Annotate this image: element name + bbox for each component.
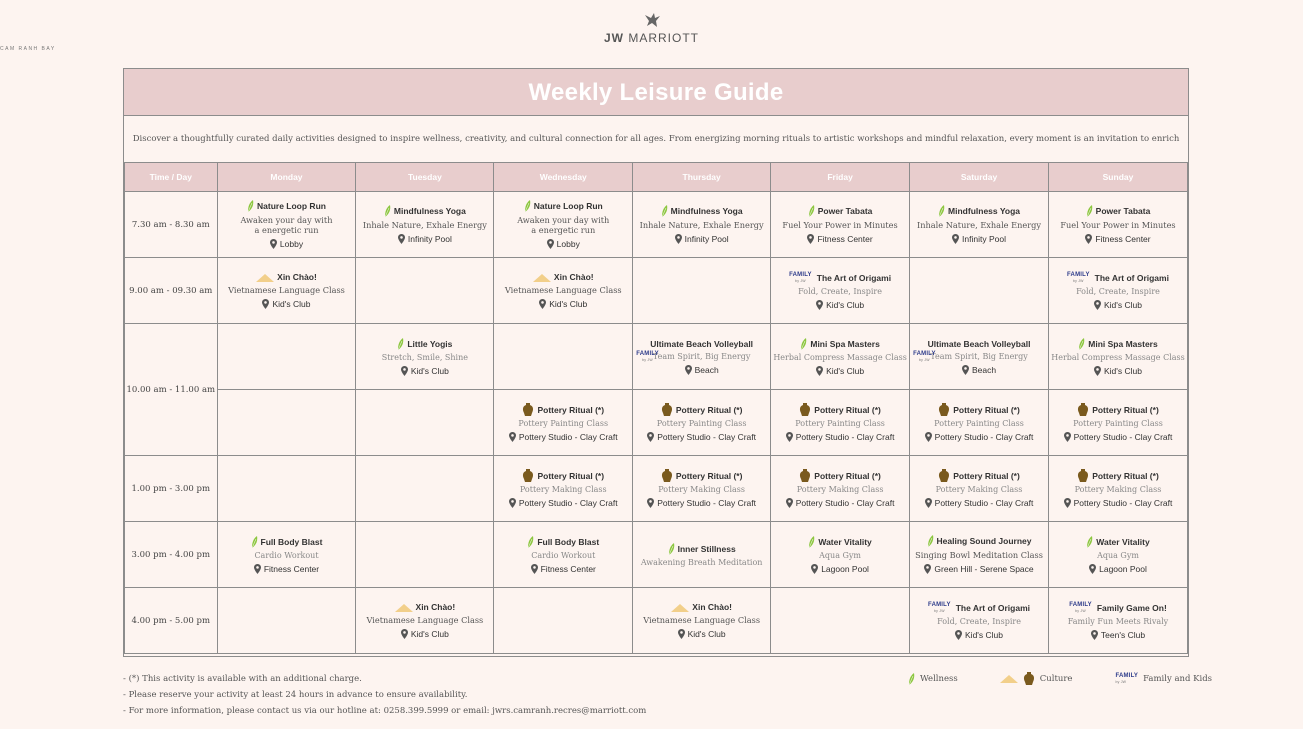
location-pin-icon — [678, 629, 685, 639]
activity — [1049, 205, 1187, 244]
activity-name: Pottery Ritual (*) — [938, 403, 1020, 416]
activity-name: Inner Stillness — [668, 543, 736, 555]
activity-location: Kid's Club — [401, 366, 449, 376]
location-pin-icon — [811, 564, 818, 574]
activity-name: Full Body Blast — [527, 536, 599, 548]
activity-cell — [356, 522, 494, 588]
activity-location: Lagoon Pool — [1089, 564, 1147, 574]
activity-cell — [910, 456, 1049, 522]
activity-description: Fold, Create, Inspire — [798, 286, 882, 296]
family-logo-icon: FAMILY by JW — [913, 350, 936, 362]
activity-cell — [356, 192, 494, 258]
activity-name: Xin Chào! — [256, 272, 317, 282]
time-slot: 4.00 pm - 5.00 pm — [125, 588, 218, 654]
activity-description: Aqua Gym — [1097, 550, 1139, 560]
activity-cell — [633, 324, 771, 390]
family-logo-icon: FAMILY by JW — [1069, 601, 1092, 613]
brand-name: JW MARRIOTT — [603, 31, 699, 45]
location-pin-icon — [509, 432, 516, 442]
activity-description: Pottery Painting Class — [656, 419, 747, 428]
location-pin-icon — [786, 432, 793, 442]
activity-cell — [633, 522, 771, 588]
header-sunday: Sunday — [1048, 163, 1187, 192]
pottery-icon — [1023, 672, 1035, 685]
activity-name: FAMILY by JW The Art of Origami — [928, 601, 1030, 613]
activity-name: Mindfulness Yoga — [661, 205, 743, 217]
location-pin-icon — [539, 299, 546, 309]
page-title: Weekly Leisure Guide — [124, 69, 1188, 116]
location-pin-icon — [1064, 498, 1071, 508]
time-slot: 7.30 am - 8.30 am — [125, 192, 218, 258]
activity-location: Lobby — [270, 239, 303, 249]
activity-name: Water Vitality — [808, 536, 871, 548]
location-pin-icon — [531, 564, 538, 574]
activity-cell — [494, 258, 633, 324]
activity-description: Awakening Breath Meditation — [640, 557, 763, 567]
pottery-icon — [799, 403, 811, 416]
location-pin-icon — [1085, 234, 1092, 244]
activity-description: Herbal Compress Massage Class — [1051, 352, 1185, 362]
location-pin-icon — [816, 300, 823, 310]
activity-name: Pottery Ritual (*) — [1077, 469, 1159, 482]
activity-cell — [494, 324, 633, 390]
brand-location: CAM RANH BAY — [0, 46, 56, 52]
activity-cell — [217, 324, 356, 390]
header-friday: Friday — [771, 163, 910, 192]
location-pin-icon — [952, 234, 959, 244]
activity-location: Fitness Center — [1085, 234, 1150, 244]
leaf-icon — [1078, 338, 1085, 350]
activity-cell — [356, 456, 494, 522]
activity-description: Team Spirit, Big Energy — [652, 351, 751, 361]
activity-location: Pottery Studio - Clay Craft — [509, 432, 618, 442]
location-pin-icon — [925, 432, 932, 442]
activity-description: Inhale Nature, Exhale Energy — [362, 220, 487, 230]
activity-location: Lobby — [547, 239, 580, 249]
activity-name: Little Yogis — [397, 338, 452, 350]
pottery-icon — [1077, 469, 1089, 482]
activity-location: Kid's Club — [1094, 366, 1142, 376]
leaf-icon — [808, 205, 815, 217]
activity-location: Pottery Studio - Clay Craft — [786, 498, 895, 508]
activity-name: Pottery Ritual (*) — [799, 469, 881, 482]
activity-name: Pottery Ritual (*) — [522, 403, 604, 416]
location-pin-icon — [254, 564, 261, 574]
activity — [633, 469, 770, 508]
activity — [771, 272, 909, 310]
activity-name: FAMILY by JW Family Game On! — [1069, 601, 1167, 613]
activity — [356, 602, 493, 639]
activity-location: Kid's Club — [1094, 300, 1142, 310]
activity — [910, 469, 1048, 508]
activity-name: Power Tabata — [808, 205, 873, 217]
activity — [1049, 403, 1187, 442]
activity-cell — [771, 390, 910, 456]
sand-dune-icon — [533, 273, 551, 282]
activity-name: Mindfulness Yoga — [384, 205, 466, 217]
location-pin-icon — [924, 564, 931, 574]
activity-description: Pottery Making Class — [1074, 485, 1162, 494]
legend-family: FAMILY by JW Family and Kids — [1115, 672, 1213, 684]
sand-dune-icon — [395, 603, 413, 612]
location-pin-icon — [925, 498, 932, 508]
activity — [494, 200, 632, 249]
activity-cell — [1048, 522, 1187, 588]
activity-cell — [1048, 588, 1187, 654]
activity-cell — [217, 456, 356, 522]
pottery-icon — [661, 403, 673, 416]
leaf-icon — [527, 536, 534, 548]
activity-description: Fuel Your Power in Minutes — [1060, 220, 1176, 230]
family-logo-icon: FAMILY by JW — [1115, 672, 1139, 684]
activity — [910, 602, 1048, 640]
pottery-icon — [1077, 403, 1089, 416]
location-pin-icon — [1094, 366, 1101, 376]
family-logo-icon: FAMILY by JW — [636, 350, 659, 362]
activity-description: Singing Bowl Meditation Class — [915, 550, 1043, 560]
leaf-icon — [668, 543, 675, 555]
location-pin-icon — [685, 365, 692, 375]
activity-name: FAMILY by JW The Art of Origami — [1067, 271, 1169, 283]
activity-location: Pottery Studio - Clay Craft — [647, 498, 756, 508]
activity — [494, 536, 632, 574]
leaf-icon — [908, 673, 915, 685]
activity-cell — [1048, 390, 1187, 456]
leaf-icon — [384, 205, 391, 217]
leaf-icon — [524, 200, 531, 212]
activity-cell — [494, 522, 633, 588]
activity — [771, 403, 909, 442]
activity-location: Pottery Studio - Clay Craft — [925, 498, 1034, 508]
header-saturday: Saturday — [910, 163, 1049, 192]
activity — [494, 272, 632, 309]
activity-description: Team Spirit, Big Energy — [930, 351, 1028, 361]
activity-location: Infinity Pool — [675, 234, 729, 244]
activity-name: Ultimate Beach Volleyball — [650, 338, 754, 349]
activity — [771, 536, 909, 574]
time-slot: 9.00 am - 09.30 am — [125, 258, 218, 324]
footnotes — [123, 671, 646, 719]
activity — [771, 469, 909, 508]
activity-location: Infinity Pool — [952, 234, 1006, 244]
activity-location: Beach — [685, 365, 719, 375]
activity-name: Pottery Ritual (*) — [1077, 403, 1159, 416]
activity-cell — [771, 324, 910, 390]
activity — [494, 403, 632, 442]
activity-name: Xin Chào! — [671, 602, 732, 612]
location-pin-icon — [1064, 432, 1071, 442]
leaf-icon — [247, 200, 254, 212]
legend-wellness: Wellness — [908, 673, 958, 685]
activity-description: Stretch, Smile, Shine — [381, 352, 469, 362]
activity — [1049, 338, 1187, 376]
activity-cell — [910, 522, 1049, 588]
activity-location: Kid's Club — [955, 630, 1003, 640]
activity-cell — [217, 522, 356, 588]
leaf-icon — [927, 535, 934, 547]
activity-cell — [1048, 456, 1187, 522]
activity-cell — [1048, 192, 1187, 258]
activity-cell — [910, 192, 1049, 258]
legend — [908, 672, 1212, 685]
activity — [218, 536, 356, 574]
activity-name: Pottery Ritual (*) — [522, 469, 604, 482]
activity — [633, 205, 770, 244]
activity-location: Pottery Studio - Clay Craft — [509, 498, 618, 508]
activity-name: Xin Chào! — [395, 602, 456, 612]
activity-location: Infinity Pool — [398, 234, 452, 244]
pottery-icon — [938, 403, 950, 416]
activity-cell — [771, 192, 910, 258]
pottery-icon — [938, 469, 950, 482]
activity-cell — [356, 588, 494, 654]
activity — [1049, 536, 1187, 574]
activity-location: Fitness Center — [254, 564, 319, 574]
activity — [218, 272, 356, 309]
time-slot: 10.00 am - 11.00 am — [125, 324, 218, 456]
activity-cell — [217, 192, 356, 258]
activity-description: Cardio Workout — [254, 550, 319, 560]
location-pin-icon — [547, 239, 554, 249]
activity-location: Kid's Club — [262, 299, 310, 309]
activity-cell — [910, 588, 1049, 654]
activity-cell — [771, 258, 910, 324]
activity-description: Herbal Compress Massage Class — [773, 352, 907, 362]
activity-cell — [494, 588, 633, 654]
activity-cell — [494, 192, 633, 258]
activity-cell — [494, 390, 633, 456]
location-pin-icon — [786, 498, 793, 508]
pottery-icon — [522, 469, 534, 482]
activity-location: Beach — [962, 365, 996, 375]
activity — [1049, 602, 1187, 640]
brand-logo — [0, 12, 1303, 52]
pottery-icon — [522, 403, 534, 416]
location-pin-icon — [509, 498, 516, 508]
activity-description: Cardio Workout — [531, 550, 596, 560]
activity-location: Pottery Studio - Clay Craft — [786, 432, 895, 442]
activity-name: Pottery Ritual (*) — [661, 469, 743, 482]
activity-location: Fitness Center — [807, 234, 872, 244]
activity — [771, 338, 909, 376]
activity — [771, 205, 909, 244]
activity-name: Pottery Ritual (*) — [938, 469, 1020, 482]
location-pin-icon — [647, 432, 654, 442]
activity-name: Power Tabata — [1086, 205, 1151, 217]
activity-cell — [217, 588, 356, 654]
activity-location: Pottery Studio - Clay Craft — [1064, 498, 1173, 508]
activity-location: Kid's Club — [678, 629, 726, 639]
activity-location: Kid's Club — [401, 629, 449, 639]
time-slot: 1.00 pm - 3.00 pm — [125, 456, 218, 522]
activity-description: Family Fun Meets Rivaly — [1067, 616, 1169, 626]
leisure-guide — [123, 68, 1189, 657]
activity — [910, 205, 1048, 244]
activity-cell — [910, 258, 1049, 324]
activity-cell — [633, 456, 771, 522]
activity-description: Pottery Making Class — [796, 485, 884, 494]
activity-location: Lagoon Pool — [811, 564, 869, 574]
activity-name: Water Vitality — [1086, 536, 1149, 548]
location-pin-icon — [401, 366, 408, 376]
activity-cell — [910, 390, 1049, 456]
activity-cell — [1048, 324, 1187, 390]
activity-name: Xin Chào! — [533, 272, 594, 282]
activity-description: Aqua Gym — [819, 550, 861, 560]
activity-cell — [356, 390, 494, 456]
activity-location: Kid's Club — [816, 300, 864, 310]
activity — [633, 403, 770, 442]
location-pin-icon — [675, 234, 682, 244]
activity-name: Pottery Ritual (*) — [799, 403, 881, 416]
activity-description: Pottery Painting Class — [1073, 419, 1163, 428]
location-pin-icon — [962, 365, 969, 375]
location-pin-icon — [401, 629, 408, 639]
activity-location: Pottery Studio - Clay Craft — [925, 432, 1034, 442]
location-pin-icon — [647, 498, 654, 508]
leaf-icon — [1086, 536, 1093, 548]
location-pin-icon — [1089, 564, 1096, 574]
activity-cell — [217, 390, 356, 456]
activity-description: Pottery Making Class — [658, 485, 746, 494]
activity-name: Nature Loop Run — [524, 200, 603, 212]
activity-cell — [771, 588, 910, 654]
location-pin-icon — [816, 366, 823, 376]
time-slot: 3.00 pm - 4.00 pm — [125, 522, 218, 588]
leaf-icon — [938, 205, 945, 217]
location-pin-icon — [1091, 630, 1098, 640]
header-time-day: Time / Day — [125, 163, 218, 192]
activity — [356, 205, 493, 244]
activity-name: Ultimate Beach Volleyball — [927, 338, 1031, 349]
activity — [910, 403, 1048, 442]
activity — [1049, 272, 1187, 310]
activity-name: Mindfulness Yoga — [938, 205, 1020, 217]
activity — [633, 602, 770, 639]
activity — [218, 200, 356, 249]
activity-cell — [1048, 258, 1187, 324]
header-monday: Monday — [217, 163, 356, 192]
activity-description: Fold, Create, Inspire — [937, 616, 1021, 626]
activity-description: Pottery Painting Class — [795, 419, 885, 428]
activity-location: Green Hill - Serene Space — [924, 564, 1033, 574]
activity-location: Pottery Studio - Clay Craft — [1064, 432, 1173, 442]
activity-name: FAMILY by JW The Art of Origami — [789, 271, 892, 283]
leaf-icon — [800, 338, 807, 350]
family-logo-icon: FAMILY by JW — [928, 601, 951, 613]
activity-location: Kid's Club — [539, 299, 587, 309]
activity-cell — [771, 456, 910, 522]
activity-cell — [633, 258, 771, 324]
leaf-icon — [808, 536, 815, 548]
activity-location: Pottery Studio - Clay Craft — [647, 432, 756, 442]
activity-cell — [633, 588, 771, 654]
leaf-icon — [397, 338, 404, 350]
activity-description: Inhale Nature, Exhale Energy — [917, 220, 1042, 230]
header-thursday: Thursday — [633, 163, 771, 192]
family-logo-icon: FAMILY by JW — [789, 271, 812, 283]
family-logo-icon: FAMILY by JW — [1067, 271, 1090, 283]
activity-description: Inhale Nature, Exhale Energy — [639, 220, 764, 230]
activity-description: Pottery Making Class — [935, 485, 1023, 494]
activity-location: Kid's Club — [816, 366, 864, 376]
activity-name: Mini Spa Masters — [800, 338, 879, 350]
activity-cell — [771, 522, 910, 588]
activity — [356, 338, 493, 376]
activity-name: Nature Loop Run — [247, 200, 326, 212]
leaf-icon — [251, 536, 258, 548]
activity — [910, 535, 1048, 574]
location-pin-icon — [807, 234, 814, 244]
legend-culture: Culture — [1000, 672, 1073, 685]
activity-description: Vietnamese Language Class — [366, 615, 484, 625]
bird-logo-icon — [642, 12, 662, 30]
schedule-table — [124, 162, 1188, 654]
sand-dune-icon — [671, 603, 689, 612]
activity-description: Awaken your day with a energetic run — [517, 215, 610, 235]
activity — [494, 469, 632, 508]
header-wednesday: Wednesday — [494, 163, 633, 192]
activity-description: Pottery Painting Class — [518, 419, 609, 428]
activity-cell — [494, 456, 633, 522]
activity-cell — [217, 258, 356, 324]
activity-location: Teen's Club — [1091, 630, 1145, 640]
activity-name: Pottery Ritual (*) — [661, 403, 743, 416]
note-contact: - For more information, please contact us via our hotline at: 0258.399.5999 or email: jwrs.camranh.recres@marriott.com — [123, 706, 647, 716]
activity-description: Fuel Your Power in Minutes — [782, 220, 898, 230]
guide-description: Discover a thoughtfully curated daily activities designed to inspire wellness, creativity, and cultural connection for all ages. From energizing morning rituals to artistic workshops and mindful relaxation, every moment is an invitation to enrich — [132, 134, 1180, 144]
activity-cell — [910, 324, 1049, 390]
activity-name: Mini Spa Masters — [1078, 338, 1157, 350]
activity-name: Full Body Blast — [251, 536, 323, 548]
activity — [633, 543, 770, 567]
location-pin-icon — [1094, 300, 1101, 310]
location-pin-icon — [270, 239, 277, 249]
activity-description: Pottery Making Class — [519, 485, 607, 494]
activity-location: Fitness Center — [531, 564, 596, 574]
location-pin-icon — [262, 299, 269, 309]
sand-dune-icon — [256, 273, 274, 282]
activity-description: Vietnamese Language Class — [228, 285, 345, 295]
pottery-icon — [661, 469, 673, 482]
activity-description: Pottery Painting Class — [934, 419, 1024, 428]
sand-dune-icon — [1000, 674, 1018, 683]
activity-cell — [633, 192, 771, 258]
leaf-icon — [661, 205, 668, 217]
activity — [1049, 469, 1187, 508]
note-reservation: - Please reserve your activity at least 24 hours in advance to ensure availability. — [123, 690, 468, 700]
leaf-icon — [1086, 205, 1093, 217]
activity-cell — [356, 324, 494, 390]
header-tuesday: Tuesday — [356, 163, 494, 192]
activity-description: Vietnamese Language Class — [643, 615, 761, 625]
activity-name: Healing Sound Journey — [927, 535, 1032, 547]
location-pin-icon — [398, 234, 405, 244]
pottery-icon — [799, 469, 811, 482]
location-pin-icon — [955, 630, 962, 640]
activity-cell — [633, 390, 771, 456]
activity-cell — [356, 258, 494, 324]
activity-description: Vietnamese Language Class — [504, 285, 622, 295]
activity-description: Awaken your day with a energetic run — [240, 215, 333, 235]
note-surcharge: - (*) This activity is available with an additional charge. — [123, 674, 362, 684]
activity-description: Fold, Create, Inspire — [1076, 286, 1160, 296]
